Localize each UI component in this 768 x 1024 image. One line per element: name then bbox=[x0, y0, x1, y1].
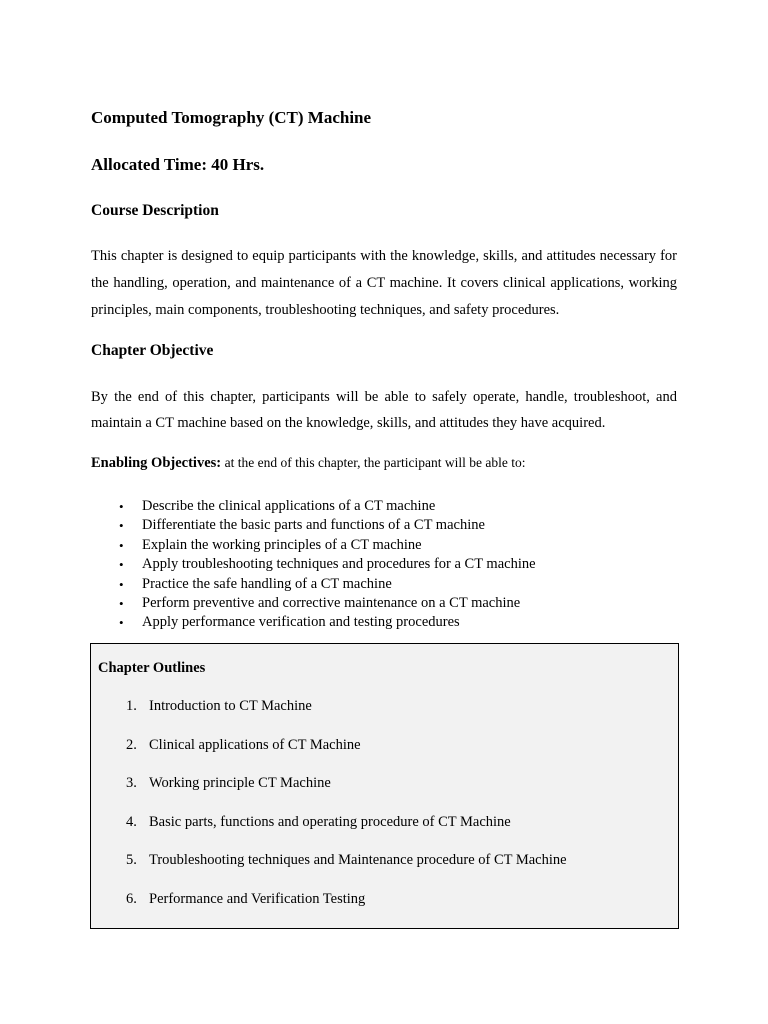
list-item-text: Explain the working principles of a CT machine bbox=[142, 536, 422, 553]
outline-item-text: Troubleshooting techniques and Maintenance procedure of CT Machine bbox=[149, 852, 567, 869]
bullet-icon: • bbox=[119, 615, 124, 631]
enabling-objectives-list bbox=[91, 497, 536, 633]
outline-number: 3. bbox=[126, 775, 137, 792]
list-item-text: Apply performance verification and testing procedures bbox=[142, 614, 460, 631]
list-item-text: Perform preventive and corrective maintenance on a CT machine bbox=[142, 594, 521, 611]
document-title: Computed Tomography (CT) Machine bbox=[91, 108, 372, 127]
outline-item-text: Clinical applications of CT Machine bbox=[149, 736, 361, 753]
bullet-icon: • bbox=[119, 518, 124, 534]
chapter-outlines-list bbox=[91, 696, 567, 928]
enabling-objectives-lead: at the end of this chapter, the participant will be able to: bbox=[224, 455, 526, 470]
outline-number: 6. bbox=[126, 890, 137, 907]
list-item bbox=[91, 594, 536, 613]
list-item bbox=[91, 735, 567, 774]
outline-number: 4. bbox=[126, 813, 137, 830]
list-item bbox=[91, 516, 536, 535]
list-item bbox=[91, 812, 567, 851]
list-item bbox=[91, 536, 536, 555]
allocated-time: Allocated Time: 40 Hrs. bbox=[91, 155, 265, 174]
chapter-outlines-box bbox=[90, 643, 679, 929]
outline-number: 1. bbox=[126, 698, 137, 714]
chapter-outlines-heading: Chapter Outlines bbox=[98, 660, 206, 676]
list-item bbox=[91, 613, 536, 632]
enabling-objectives-label: Enabling Objectives: bbox=[91, 455, 222, 471]
list-item bbox=[91, 497, 536, 516]
bullet-icon: • bbox=[119, 557, 124, 573]
outline-item-text: Basic parts, functions and operating procedure of CT Machine bbox=[149, 813, 511, 830]
list-item bbox=[91, 575, 536, 594]
chapter-objective-heading: Chapter Objective bbox=[91, 342, 214, 359]
bullet-icon: • bbox=[119, 576, 124, 592]
list-item bbox=[91, 555, 536, 574]
bullet-icon: • bbox=[119, 537, 124, 553]
course-description-heading: Course Description bbox=[91, 202, 219, 219]
chapter-objective-text: By the end of this chapter, participants will be able to safely operate, handle, troubleshoot, and maintain a CT machine based on the knowledge, skills, and attitudes they have acquired. bbox=[91, 389, 677, 431]
list-item bbox=[91, 889, 567, 928]
outline-item-text: Performance and Verification Testing bbox=[149, 890, 366, 907]
course-description-text: This chapter is designed to equip participants with the knowledge, skills, and attitudes necessary for the handling, operation, and maintenance of a CT machine. It covers clinical applications, working principles, main components, troubleshooting techniques, and safety procedures. bbox=[91, 248, 677, 318]
bullet-icon: • bbox=[119, 499, 124, 514]
list-item bbox=[91, 696, 567, 735]
enabling-objectives-intro bbox=[91, 455, 525, 472]
list-item bbox=[91, 850, 567, 889]
outline-number: 5. bbox=[126, 852, 137, 869]
outline-number: 2. bbox=[126, 736, 137, 753]
list-item-text: Apply troubleshooting techniques and procedures for a CT machine bbox=[142, 556, 536, 573]
list-item-text: Describe the clinical applications of a CT machine bbox=[142, 498, 436, 514]
list-item-text: Practice the safe handling of a CT machine bbox=[142, 575, 392, 592]
outline-item-text: Working principle CT Machine bbox=[149, 775, 331, 792]
list-item bbox=[91, 773, 567, 812]
outline-item-text: Introduction to CT Machine bbox=[149, 698, 312, 714]
bullet-icon: • bbox=[119, 595, 124, 611]
list-item-text: Differentiate the basic parts and functions of a CT machine bbox=[142, 517, 485, 534]
